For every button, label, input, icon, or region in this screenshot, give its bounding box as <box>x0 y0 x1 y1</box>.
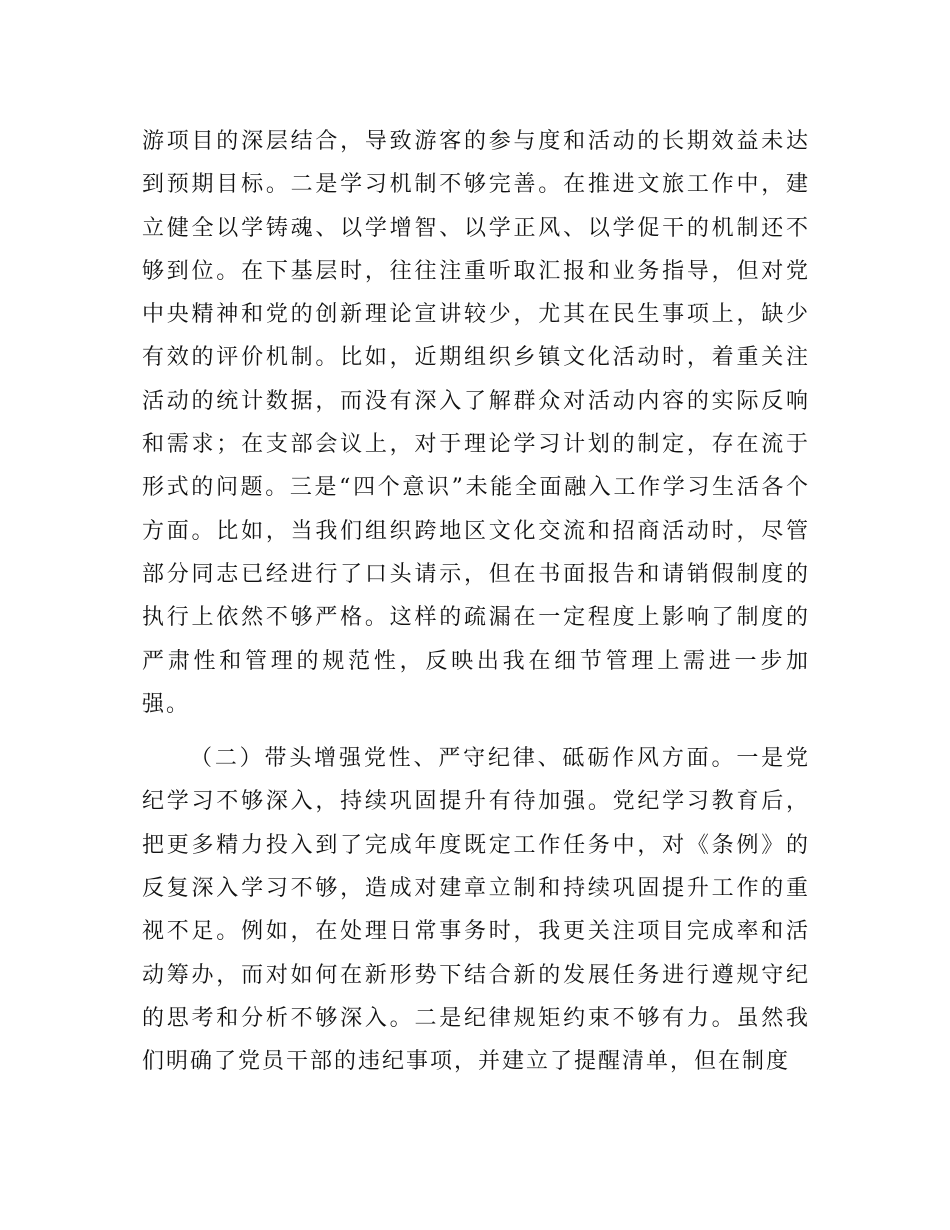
paragraph-continued: 游项目的深层结合，导致游客的参与度和活动的长期效益未达到预期目标。二是学习机制不够完善。在推进文旅工作中，建立健全以学铸魂、以学增智、以学正风、以学促干的机制还不够到位。在下基层时，往往注重听取汇报和业务指导，但对党中央精神和党的创新理论宣讲较少，尤其在民生事项上，缺少有效的评价机制。比如，近期组织乡镇文化活动时，着重关注活动的统计数据，而没有深入了解群众对活动内容的实际反响和需求；在支部会议上，对于理论学习计划的制定，存在流于形式的问题。三是“四个意识”未能全面融入工作学习生活各个方面。比如，当我们组织跨地区文化交流和招商活动时，尽管部分同志已经进行了口头请示，但在书面报告和请销假制度的执行上依然不够严格。这样的疏漏在一定程度上影响了制度的严肃性和管理的规范性，反映出我在细节管理上需进一步加强。 <box>142 129 810 717</box>
document-body <box>142 120 810 1084</box>
paragraph-section-two: （二）带头增强党性、严守纪律、砥砺作风方面。一是党纪学习不够深入，持续巩固提升有待加强。党纪学习教育后，把更多精力投入到了完成年度既定工作任务中，对《条例》的反复深入学习不够，造成对建章立制和持续巩固提升工作的重视不足。例如，在处理日常事务时，我更关注项目完成率和活动筹办，而对如何在新形势下结合新的发展任务进行遵规守纪的思考和分析不够深入。二是纪律规矩约束不够有力。虽然我们明确了党员干部的违纪事项，并建立了提醒清单，但在制度 <box>142 746 810 1075</box>
